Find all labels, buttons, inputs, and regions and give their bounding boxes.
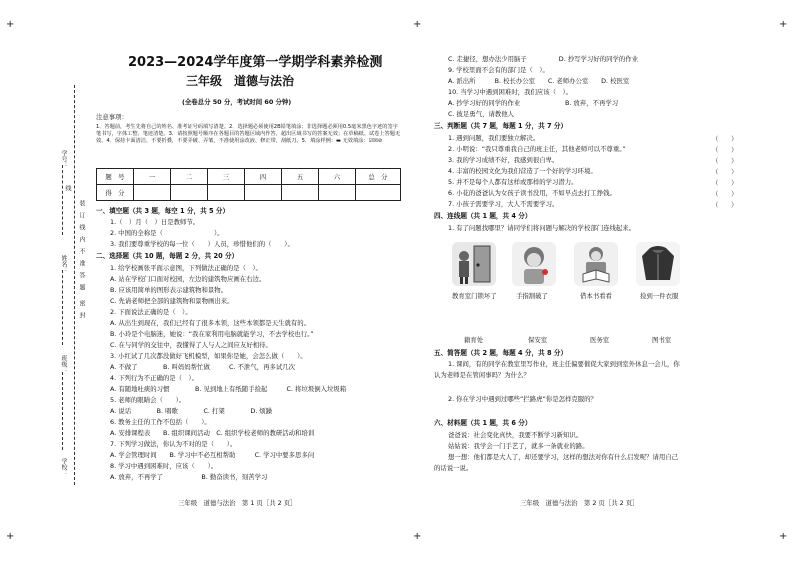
department-label: 保安室: [528, 336, 548, 344]
score-row-label: 得 分: [97, 185, 134, 201]
answer-blank[interactable]: （ ）: [712, 157, 738, 165]
section-heading: 三、判断题（共 7 题，每题 1 分，共 7 分）: [434, 122, 568, 130]
answer-blank[interactable]: （ ）: [712, 201, 738, 209]
material-text: 爸爸说：社会变化真快，我要不断学习新知识。: [448, 431, 583, 439]
judge-item: 1. 遇到问题，我们要独立解决。: [448, 134, 540, 142]
answer-blank[interactable]: （ ）: [712, 168, 738, 176]
cut-finger-illustration: [512, 242, 556, 286]
option-text: A. 说话 B. 唱歌 C. 打架 D. 烦躁: [110, 407, 273, 415]
reading-book-illustration: [574, 242, 618, 286]
option-text: C. 先请老师把全部的建筑物和景物画出来。: [110, 297, 234, 305]
binding-line: [74, 85, 75, 485]
question-text: 5. 老师的眼睛会（ ）。: [110, 396, 186, 404]
notice-text: 1．答题前，考生先将自己的姓名、准考证号码填写清楚。2．选择题必须使用2B铅笔填涂；非选择题必须用0.5毫米黑色字迹的签字笔书写，字体工整、笔迹清楚。3．请按照题号顺序在各题目的答题区域内作答，超出区域书写的答案无效；在草稿纸、试卷上答题无效。4．保持卡面清洁，不要折叠，不要弄破、弄皱，不准使用涂改液、修正带、刮纸刀。5．填涂样例：▬ 无效填涂：☑☒⊘: [96, 124, 401, 144]
class-blank: [62, 270, 63, 345]
material-text: 姑姑说：我学会一门手艺了，就多一条就业的路。: [448, 442, 589, 450]
notice-heading: 注意事项：: [96, 113, 128, 121]
crop-mark: +: [413, 531, 422, 542]
department-label: 医务室: [590, 336, 610, 344]
question-text: 1.（ ）月（ ）日是教师节。: [110, 218, 200, 226]
score-cell[interactable]: [356, 185, 401, 201]
picture-caption: 教育室门锁坏了: [452, 292, 497, 300]
door-lock-illustration: [452, 242, 496, 286]
option-text: B. 小玲是个电脑迷，她说：“我在家利用电脑就能学习，不去学校也行。”: [110, 330, 314, 338]
picture-caption: 手指割破了: [516, 292, 548, 300]
question-text: 2. 你在学习中遇到过哪些“拦路虎”你是怎样克服的？: [448, 395, 597, 403]
student-number-label: 学号：: [60, 150, 67, 168]
question-text: 6. 教务主任的工作不包括（ ）。: [110, 418, 211, 426]
class-label: 班级：: [60, 355, 67, 373]
department-label: 图书室: [652, 336, 672, 344]
score-header-cell: 总 分: [356, 169, 401, 185]
school-label: 学校：: [60, 458, 67, 476]
option-text: A. 不做了 B. 叫妈妈帮忙做 C. 不泄气，再多试几次: [110, 363, 296, 371]
seal-text: 密 封: [78, 300, 85, 318]
section-heading: 四、连线题（共 1 题，共 4 分）: [434, 212, 532, 220]
judge-item: 3. 我的学习成绩不好，我感到很自卑。: [448, 156, 559, 164]
crop-mark: +: [779, 19, 788, 30]
option-text: A. 有随地吐痰的习惯 B. 见到地上有纸随手捡起 C. 将垃圾倒入垃圾箱: [110, 385, 347, 393]
question-text: 9. 学校里面不会有的部门是（ ）。: [448, 66, 549, 74]
option-text: A. 学会管理时间 B. 学习中不必互相帮助 C. 学习中要多思多问: [110, 451, 315, 459]
page-footer: 三年级 道德与法治 第 2 页［共 2 页］: [520, 499, 639, 507]
question-text: 3. 小红试了几次都没做好飞机模型，如果你是她，会怎么做（ ）。: [110, 352, 307, 360]
option-text: A. 放弃，不再学了 B. 勤奋读书，刻苦学习: [110, 473, 268, 481]
answer-blank[interactable]: （ ）: [712, 179, 738, 187]
score-header-cell: 一: [134, 169, 171, 185]
answer-blank[interactable]: （ ）: [712, 190, 738, 198]
section-heading: 五、简答题（共 2 题，每题 4 分，共 8 分）: [434, 349, 568, 357]
crop-mark: +: [413, 19, 422, 30]
answer-blank[interactable]: （ ）: [712, 135, 738, 143]
question-text: 1. 有了问题找哪里？请同学们将问题与解决的学校部门连线起来。: [448, 224, 636, 232]
picture-caption: 捡到一件衣服: [640, 292, 679, 300]
answer-blank[interactable]: （ ）: [712, 146, 738, 154]
score-header-cell: 三: [208, 169, 245, 185]
question-text: 7. 下列学习做法，你认为不对的是（ ）。: [110, 440, 237, 448]
school-blank: [62, 372, 63, 450]
picture-caption: 借本书看看: [580, 292, 612, 300]
crop-mark: +: [6, 531, 15, 542]
score-header-cell: 五: [282, 169, 319, 185]
question-text: 1. 课间，有的同学在教室里写作业，班主任偏要催促大家到到室外休息一会儿，你: [448, 360, 680, 368]
binding-warning: 装 订 线 内 不 准 答 题: [78, 200, 85, 290]
option-text: A. 抄学习好的同学的作业 B. 放弃，不再学习: [448, 99, 619, 107]
section-heading: 二、选择题（共 10 题，每题 2 分，共 20 分）: [96, 252, 239, 260]
score-header-cell: 六: [319, 169, 356, 185]
score-cell[interactable]: [282, 185, 319, 201]
material-text: 的话说一说。: [434, 464, 473, 472]
option-text: A. 从出生到现在，我们已经有了很多本领，这些本领都是天生就有的。: [110, 319, 311, 327]
option-text: A. 站在学校门口面对校园，左边的建筑物应画在右边。: [110, 275, 266, 283]
score-cell[interactable]: [245, 185, 282, 201]
judge-item: 2. 小明说：“我只尊重我自己的班主任，其他老师可以不尊重。”: [448, 145, 626, 153]
option-text: B. 应该用简单的图形表示建筑物和景物。: [110, 286, 228, 294]
score-header-cell: 四: [245, 169, 282, 185]
score-table: [96, 168, 401, 201]
score-cell[interactable]: [208, 185, 245, 201]
option-text: A. 安排课程表 B. 组织课间活动 C. 组织学校老师的教研活动和培训: [110, 429, 315, 437]
page-footer: 三年级 道德与法治 第 1 页［共 2 页］: [178, 499, 297, 507]
section-heading: 六、材料题（共 1 题，共 6 分）: [434, 419, 532, 427]
score-header-cell: 二: [171, 169, 208, 185]
crop-mark: +: [6, 19, 15, 30]
line-text: 线: [64, 185, 71, 191]
crop-mark: +: [779, 531, 788, 542]
judge-item: 5. 并不是每个人都有这样或那样的学习潜力。: [448, 178, 578, 186]
score-header-cell: 题 号: [97, 169, 134, 185]
department-label: 籍育处: [464, 336, 484, 344]
question-text: 2. 下面说法正确的是（ ）。: [110, 308, 192, 316]
question-text: 认为老师是在管闲事吗？为什么？: [434, 371, 530, 379]
material-text: 想一想：他们都是大人了，却还要学习，这样的想法对你有什么启发呢？请用自己: [448, 453, 679, 461]
exam-subtitle: 三年级 道德与法治: [186, 74, 295, 88]
score-cell[interactable]: [319, 185, 356, 201]
question-text: 2. 中国的全称是（ ）。: [110, 229, 224, 237]
option-text: C. 走捷径，想办法少用脑子 D. 抄写学习好的同学的作业: [448, 55, 639, 63]
score-cell[interactable]: [134, 185, 171, 201]
option-text: C. 披足勇气，请教他人: [448, 110, 515, 118]
option-text: A. 派出所 B. 校长办公室 C. 老师办公室 D. 校医室: [448, 77, 630, 85]
question-text: 10. 当学习中遇到困难时，我们应该（ ）。: [448, 88, 573, 96]
question-text: 8. 学习中遇到困难时，应该（ ）。: [110, 462, 218, 470]
section-heading: 一、填空题（共 3 题，每空 1 分，共 5 分）: [96, 207, 230, 215]
score-cell[interactable]: [171, 185, 208, 201]
question-text: 3. 我们要尊重学校的每一位（ ）人员，珍惜他们的（ ）。: [110, 240, 294, 248]
exam-title: 2023—2024学年度第一学期学科素养检测: [128, 55, 383, 70]
name-blank: [62, 165, 63, 235]
exam-info: (全卷总分 50 分，考试时间 60 分钟): [182, 98, 292, 106]
judge-item: 7. 小孩子需要学习，大人不需要学习。: [448, 200, 559, 208]
judge-item: 6. 小花的爸爸认为女孩子读书没用，不如早点去打工挣钱。: [448, 189, 616, 197]
judge-item: 4. 丰富的校园文化为我们营造了一个好的学习环境。: [448, 167, 597, 175]
option-text: C. 在与同学的交往中，我懂得了人与人之间应友好相待。: [110, 341, 272, 349]
question-text: 4. 下列行为不正确的是（ ）。: [110, 374, 199, 382]
question-text: 1. 给学校画张平面示意图，下列做法正确的是（ ）。: [110, 264, 262, 272]
student-name-label: 姓名：: [60, 255, 67, 273]
clothes-illustration: [636, 242, 680, 286]
